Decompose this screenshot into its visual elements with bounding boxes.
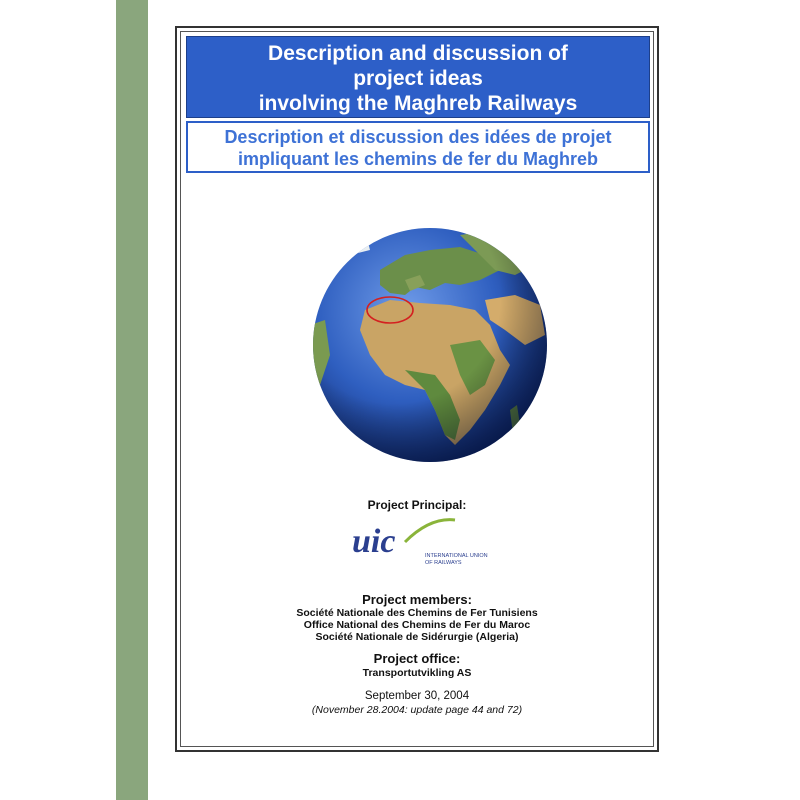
english-title-line-1: Description and discussion of — [268, 42, 568, 65]
document-date: September 30, 2004 — [364, 690, 470, 702]
uic-logo-subtitle-1: INTERNATIONAL UNION — [425, 553, 488, 559]
project-principal-label: Project Principal: — [367, 498, 467, 512]
french-title-box — [186, 121, 650, 173]
project-members-label: Project members: — [362, 592, 472, 607]
member-item: Société Nationale des Chemins de Fer Tunisiens — [296, 607, 538, 619]
uic-logo — [350, 512, 500, 572]
update-note: (November 28.2004: update page 44 and 72) — [311, 704, 523, 716]
english-title-box — [186, 36, 650, 118]
english-title-line-3: involving the Maghreb Railways — [258, 92, 578, 115]
globe-image — [310, 225, 550, 465]
french-title-line-1: Description et discussion des idées de projet — [224, 127, 612, 147]
french-title-line-2: impliquant les chemins de fer du Maghreb — [237, 149, 599, 169]
member-item: Office National des Chemins de Fer du Maroc — [303, 619, 531, 631]
project-members-list — [180, 607, 654, 643]
project-office-label: Project office: — [373, 651, 461, 666]
side-color-bar — [116, 0, 148, 800]
project-office-name: Transportutvikling AS — [362, 667, 472, 679]
member-item: Société Nationale de Sidérurgie (Algeria) — [315, 631, 519, 643]
uic-logo-text: uic — [352, 523, 396, 560]
uic-logo-subtitle-2: OF RAILWAYS — [425, 560, 462, 566]
english-title-line-2: project ideas — [353, 67, 483, 90]
